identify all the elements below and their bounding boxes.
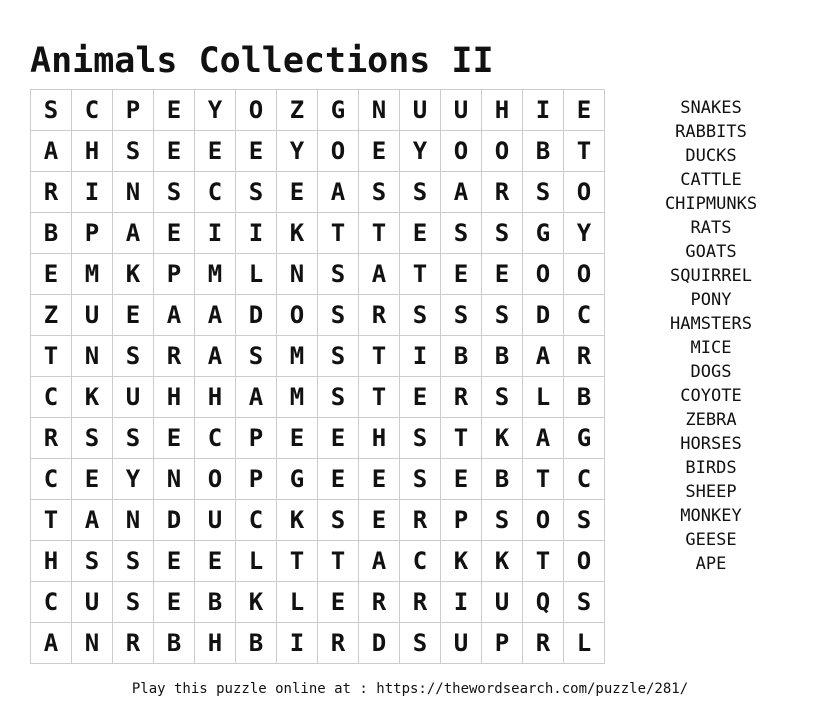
- grid-cell[interactable]: E: [359, 500, 400, 541]
- grid-cell[interactable]: O: [482, 131, 523, 172]
- grid-cell[interactable]: E: [359, 459, 400, 500]
- grid-cell[interactable]: L: [236, 254, 277, 295]
- grid-cell[interactable]: E: [154, 213, 195, 254]
- grid-cell[interactable]: B: [482, 336, 523, 377]
- grid-cell[interactable]: U: [72, 295, 113, 336]
- grid-cell[interactable]: E: [277, 418, 318, 459]
- grid-cell[interactable]: N: [72, 336, 113, 377]
- word-list-item: DOGS: [690, 362, 732, 382]
- word-list-item: APE: [695, 554, 727, 574]
- grid-cell[interactable]: S: [113, 336, 154, 377]
- grid-row: [31, 295, 605, 336]
- grid-cell[interactable]: C: [31, 377, 72, 418]
- grid-cell[interactable]: M: [277, 336, 318, 377]
- grid-cell[interactable]: U: [72, 582, 113, 623]
- word-list-item: BIRDS: [685, 458, 737, 478]
- grid-cell[interactable]: I: [277, 623, 318, 664]
- grid-cell[interactable]: E: [31, 254, 72, 295]
- grid-cell[interactable]: N: [113, 500, 154, 541]
- grid-row: [31, 500, 605, 541]
- grid-row: [31, 254, 605, 295]
- grid-cell[interactable]: I: [72, 172, 113, 213]
- grid-cell[interactable]: S: [72, 541, 113, 582]
- grid-cell[interactable]: U: [400, 90, 441, 131]
- grid-cell[interactable]: G: [277, 459, 318, 500]
- grid-cell[interactable]: A: [31, 131, 72, 172]
- grid-cell[interactable]: I: [523, 90, 564, 131]
- grid-cell[interactable]: P: [154, 254, 195, 295]
- grid-cell[interactable]: G: [564, 418, 605, 459]
- word-list: [612, 96, 810, 576]
- grid-cell[interactable]: S: [318, 336, 359, 377]
- grid-cell[interactable]: A: [72, 500, 113, 541]
- grid-cell[interactable]: E: [154, 541, 195, 582]
- grid-cell[interactable]: A: [441, 172, 482, 213]
- grid-cell[interactable]: A: [195, 295, 236, 336]
- grid-cell[interactable]: A: [359, 541, 400, 582]
- grid-cell[interactable]: S: [318, 377, 359, 418]
- grid-cell[interactable]: U: [113, 377, 154, 418]
- grid-cell[interactable]: S: [31, 90, 72, 131]
- grid-cell[interactable]: R: [359, 295, 400, 336]
- grid-cell[interactable]: B: [482, 459, 523, 500]
- grid-cell[interactable]: L: [236, 541, 277, 582]
- grid-row: [31, 213, 605, 254]
- grid-cell[interactable]: K: [236, 582, 277, 623]
- grid-cell[interactable]: R: [441, 377, 482, 418]
- grid-cell[interactable]: T: [318, 213, 359, 254]
- grid-cell[interactable]: S: [400, 459, 441, 500]
- grid-cell[interactable]: Q: [523, 582, 564, 623]
- grid-cell[interactable]: S: [482, 295, 523, 336]
- footer-note: Play this puzzle online at : https://thewordsearch.com/puzzle/281/: [131, 681, 689, 697]
- grid-cell[interactable]: Y: [564, 213, 605, 254]
- grid-cell[interactable]: D: [359, 623, 400, 664]
- grid-cell[interactable]: O: [523, 254, 564, 295]
- grid-cell[interactable]: E: [154, 582, 195, 623]
- grid-cell[interactable]: D: [154, 500, 195, 541]
- grid-cell[interactable]: H: [31, 541, 72, 582]
- grid-cell[interactable]: S: [400, 418, 441, 459]
- word-list-item: PONY: [690, 290, 732, 310]
- grid-cell[interactable]: S: [441, 295, 482, 336]
- grid-cell[interactable]: R: [564, 336, 605, 377]
- grid-cell[interactable]: G: [523, 213, 564, 254]
- grid-cell[interactable]: P: [482, 623, 523, 664]
- grid-row: [31, 418, 605, 459]
- grid-cell[interactable]: E: [359, 131, 400, 172]
- grid-cell[interactable]: E: [113, 295, 154, 336]
- grid-cell[interactable]: O: [318, 131, 359, 172]
- grid-cell[interactable]: O: [523, 500, 564, 541]
- grid-cell[interactable]: S: [523, 172, 564, 213]
- grid-cell[interactable]: K: [441, 541, 482, 582]
- grid-cell[interactable]: A: [31, 623, 72, 664]
- grid-cell[interactable]: C: [195, 172, 236, 213]
- grid-cell[interactable]: H: [482, 90, 523, 131]
- grid-cell[interactable]: T: [359, 377, 400, 418]
- grid-cell[interactable]: S: [482, 500, 523, 541]
- grid-cell[interactable]: A: [113, 213, 154, 254]
- word-list-item: CATTLE: [680, 170, 742, 190]
- grid-cell[interactable]: S: [482, 213, 523, 254]
- grid-cell[interactable]: U: [195, 500, 236, 541]
- grid-cell[interactable]: B: [31, 213, 72, 254]
- grid-cell[interactable]: S: [318, 254, 359, 295]
- grid-cell[interactable]: M: [277, 377, 318, 418]
- word-grid-body: [31, 90, 605, 664]
- grid-cell[interactable]: S: [154, 172, 195, 213]
- grid-cell[interactable]: T: [277, 541, 318, 582]
- grid-cell[interactable]: K: [72, 377, 113, 418]
- word-list-item: MICE: [690, 338, 732, 358]
- grid-row: [31, 172, 605, 213]
- grid-cell[interactable]: H: [195, 623, 236, 664]
- grid-cell[interactable]: T: [359, 213, 400, 254]
- grid-row: [31, 459, 605, 500]
- grid-cell[interactable]: C: [236, 500, 277, 541]
- grid-cell[interactable]: E: [72, 459, 113, 500]
- grid-cell[interactable]: U: [441, 623, 482, 664]
- grid-cell[interactable]: B: [154, 623, 195, 664]
- grid-cell[interactable]: S: [113, 582, 154, 623]
- grid-cell[interactable]: S: [359, 172, 400, 213]
- grid-cell[interactable]: T: [564, 131, 605, 172]
- grid-cell[interactable]: T: [523, 541, 564, 582]
- grid-cell[interactable]: O: [277, 295, 318, 336]
- grid-cell[interactable]: N: [277, 254, 318, 295]
- grid-cell[interactable]: U: [482, 582, 523, 623]
- grid-cell[interactable]: C: [564, 459, 605, 500]
- grid-cell[interactable]: A: [236, 377, 277, 418]
- grid-cell[interactable]: I: [441, 582, 482, 623]
- grid-cell[interactable]: R: [359, 582, 400, 623]
- grid-row: [31, 582, 605, 623]
- grid-cell[interactable]: L: [523, 377, 564, 418]
- grid-cell[interactable]: M: [195, 254, 236, 295]
- grid-cell[interactable]: B: [523, 131, 564, 172]
- grid-cell[interactable]: S: [236, 172, 277, 213]
- grid-cell[interactable]: H: [359, 418, 400, 459]
- grid-cell[interactable]: O: [564, 254, 605, 295]
- grid-cell[interactable]: S: [441, 213, 482, 254]
- word-list-item: HORSES: [680, 434, 742, 454]
- grid-cell[interactable]: O: [564, 541, 605, 582]
- grid-cell[interactable]: E: [154, 418, 195, 459]
- grid-cell[interactable]: O: [195, 459, 236, 500]
- grid-cell[interactable]: B: [195, 582, 236, 623]
- word-list-item: HAMSTERS: [670, 314, 752, 334]
- grid-cell[interactable]: Y: [113, 459, 154, 500]
- grid-cell[interactable]: D: [236, 295, 277, 336]
- grid-cell[interactable]: E: [318, 418, 359, 459]
- grid-cell[interactable]: N: [72, 623, 113, 664]
- grid-cell[interactable]: M: [72, 254, 113, 295]
- word-list-item: RATS: [690, 218, 732, 238]
- word-grid: [30, 89, 605, 664]
- grid-cell[interactable]: T: [359, 336, 400, 377]
- grid-cell[interactable]: Y: [195, 90, 236, 131]
- puzzle-title: Animals Collections II: [30, 41, 494, 82]
- word-list-item: GOATS: [685, 242, 737, 262]
- grid-cell[interactable]: S: [400, 295, 441, 336]
- grid-cell[interactable]: H: [154, 377, 195, 418]
- grid-cell[interactable]: O: [236, 90, 277, 131]
- grid-cell[interactable]: E: [482, 254, 523, 295]
- grid-row: [31, 541, 605, 582]
- grid-cell[interactable]: E: [236, 131, 277, 172]
- grid-row: [31, 377, 605, 418]
- word-list-item: COYOTE: [680, 386, 742, 406]
- word-list-item: SNAKES: [680, 98, 742, 118]
- grid-row: [31, 623, 605, 664]
- grid-cell[interactable]: S: [318, 295, 359, 336]
- grid-cell[interactable]: I: [195, 213, 236, 254]
- grid-cell[interactable]: C: [31, 582, 72, 623]
- grid-cell[interactable]: I: [236, 213, 277, 254]
- grid-cell[interactable]: E: [441, 459, 482, 500]
- grid-cell[interactable]: R: [318, 623, 359, 664]
- grid-cell[interactable]: A: [318, 172, 359, 213]
- grid-cell[interactable]: E: [277, 172, 318, 213]
- grid-cell[interactable]: H: [195, 377, 236, 418]
- word-list-item: SQUIRREL: [670, 266, 752, 286]
- grid-cell[interactable]: S: [236, 336, 277, 377]
- grid-cell[interactable]: C: [400, 541, 441, 582]
- grid-cell[interactable]: B: [564, 377, 605, 418]
- grid-cell[interactable]: T: [31, 336, 72, 377]
- grid-cell[interactable]: S: [482, 377, 523, 418]
- grid-cell[interactable]: Z: [277, 90, 318, 131]
- grid-cell[interactable]: A: [523, 418, 564, 459]
- grid-cell[interactable]: K: [277, 500, 318, 541]
- grid-cell[interactable]: B: [236, 623, 277, 664]
- grid-cell[interactable]: E: [195, 131, 236, 172]
- grid-cell[interactable]: S: [318, 500, 359, 541]
- grid-cell[interactable]: T: [441, 418, 482, 459]
- grid-cell[interactable]: P: [113, 90, 154, 131]
- grid-cell[interactable]: O: [441, 131, 482, 172]
- grid-cell[interactable]: O: [564, 172, 605, 213]
- grid-cell[interactable]: E: [400, 213, 441, 254]
- grid-cell[interactable]: P: [441, 500, 482, 541]
- grid-cell[interactable]: A: [523, 336, 564, 377]
- grid-row: [31, 90, 605, 131]
- grid-cell[interactable]: N: [359, 90, 400, 131]
- grid-cell[interactable]: A: [359, 254, 400, 295]
- grid-cell[interactable]: S: [113, 418, 154, 459]
- grid-row: [31, 336, 605, 377]
- grid-cell[interactable]: P: [236, 418, 277, 459]
- grid-cell[interactable]: R: [523, 623, 564, 664]
- grid-cell[interactable]: A: [195, 336, 236, 377]
- grid-cell[interactable]: E: [441, 254, 482, 295]
- grid-cell[interactable]: N: [154, 459, 195, 500]
- word-list-item: MONKEY: [680, 506, 742, 526]
- grid-cell[interactable]: U: [441, 90, 482, 131]
- grid-cell[interactable]: T: [318, 541, 359, 582]
- grid-cell[interactable]: S: [113, 541, 154, 582]
- grid-cell[interactable]: S: [400, 172, 441, 213]
- grid-cell[interactable]: E: [400, 377, 441, 418]
- grid-cell[interactable]: K: [113, 254, 154, 295]
- grid-cell[interactable]: H: [72, 131, 113, 172]
- grid-cell[interactable]: S: [564, 500, 605, 541]
- grid-cell[interactable]: D: [523, 295, 564, 336]
- word-list-item: DUCKS: [685, 146, 737, 166]
- word-list-item: CHIPMUNKS: [664, 194, 758, 214]
- grid-cell[interactable]: K: [482, 541, 523, 582]
- grid-cell[interactable]: L: [277, 582, 318, 623]
- grid-cell[interactable]: T: [523, 459, 564, 500]
- grid-cell[interactable]: R: [31, 418, 72, 459]
- grid-cell[interactable]: A: [154, 295, 195, 336]
- grid-cell[interactable]: E: [154, 90, 195, 131]
- grid-cell[interactable]: E: [318, 459, 359, 500]
- grid-cell[interactable]: Y: [400, 131, 441, 172]
- word-list-item: GEESE: [685, 530, 737, 550]
- grid-cell[interactable]: E: [195, 541, 236, 582]
- grid-cell[interactable]: T: [31, 500, 72, 541]
- grid-cell[interactable]: Y: [277, 131, 318, 172]
- grid-cell[interactable]: I: [400, 336, 441, 377]
- grid-cell[interactable]: C: [195, 418, 236, 459]
- word-list-item: ZEBRA: [685, 410, 737, 430]
- grid-cell[interactable]: N: [113, 172, 154, 213]
- grid-cell[interactable]: Z: [31, 295, 72, 336]
- grid-cell[interactable]: C: [72, 90, 113, 131]
- grid-cell[interactable]: S: [72, 418, 113, 459]
- grid-cell[interactable]: B: [441, 336, 482, 377]
- grid-cell[interactable]: P: [236, 459, 277, 500]
- grid-cell[interactable]: S: [400, 623, 441, 664]
- grid-cell[interactable]: R: [154, 336, 195, 377]
- grid-cell[interactable]: R: [482, 172, 523, 213]
- grid-cell[interactable]: R: [31, 172, 72, 213]
- grid-cell[interactable]: E: [564, 90, 605, 131]
- grid-cell[interactable]: E: [154, 131, 195, 172]
- grid-cell[interactable]: C: [31, 459, 72, 500]
- word-list-item: RABBITS: [675, 122, 747, 142]
- grid-cell[interactable]: R: [400, 500, 441, 541]
- grid-cell[interactable]: E: [318, 582, 359, 623]
- grid-cell[interactable]: S: [113, 131, 154, 172]
- grid-cell[interactable]: R: [113, 623, 154, 664]
- grid-cell[interactable]: K: [482, 418, 523, 459]
- grid-row: [31, 131, 605, 172]
- grid-cell[interactable]: P: [72, 213, 113, 254]
- grid-cell[interactable]: C: [564, 295, 605, 336]
- grid-cell[interactable]: R: [400, 582, 441, 623]
- grid-cell[interactable]: T: [400, 254, 441, 295]
- grid-cell[interactable]: S: [564, 582, 605, 623]
- grid-cell[interactable]: K: [277, 213, 318, 254]
- grid-cell[interactable]: L: [564, 623, 605, 664]
- grid-cell[interactable]: G: [318, 90, 359, 131]
- word-list-item: SHEEP: [685, 482, 737, 502]
